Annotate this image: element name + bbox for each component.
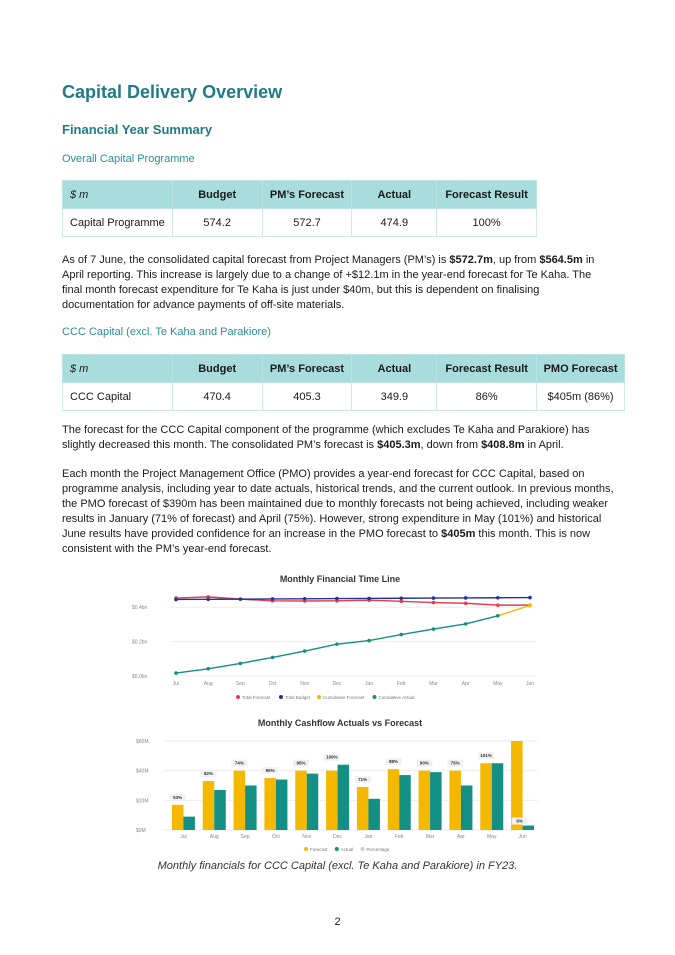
x-tick-label: Mar — [425, 834, 435, 840]
forecast-bar — [172, 805, 184, 830]
figure-caption: Monthly financials for CCC Capital (excl. Te Kaha and Parakiore) in FY23. — [157, 860, 518, 872]
actual-bar — [307, 774, 319, 830]
x-tick-label: Oct — [268, 681, 277, 687]
percentage-label: 74% — [234, 760, 244, 766]
y-tick-label: $20M — [136, 798, 149, 805]
table-row — [63, 209, 537, 237]
data-point — [496, 596, 500, 600]
data-point — [335, 597, 339, 601]
overall-table — [62, 180, 537, 237]
forecast-bar — [419, 771, 431, 830]
table-cell: 349.9 — [352, 383, 437, 411]
legend-label: Cumulative Forecast — [323, 695, 365, 700]
paragraph-pmo — [62, 467, 614, 557]
data-point — [496, 614, 500, 618]
actual-bar — [492, 763, 504, 830]
x-tick-label: Dec — [333, 834, 343, 840]
overall-heading: Overall Capital Programme — [62, 153, 195, 165]
data-point — [399, 633, 403, 637]
table-cell: 100% — [437, 209, 537, 237]
x-tick-label: Apr — [461, 681, 470, 687]
paragraph-text: As of 7 June, the consolidated capital forecast from Project Managers (PM’s) is — [62, 254, 450, 266]
percentage-label: 71% — [358, 776, 368, 782]
actual-bar — [461, 785, 473, 830]
paragraph-forecast — [62, 253, 614, 313]
table-cell: 86% — [437, 383, 537, 411]
table-header-cell: Actual — [352, 181, 437, 209]
data-point — [399, 596, 403, 600]
bar-chart-title: Monthly Cashflow Actuals vs Forecast — [257, 718, 423, 728]
table-cell: CCC Capital — [63, 383, 173, 411]
actual-bar — [214, 790, 226, 830]
x-tick-label: Jul — [172, 681, 180, 687]
data-point — [206, 597, 210, 601]
legend-marker — [317, 695, 321, 699]
percentage-label: 90% — [419, 760, 429, 766]
data-point — [271, 656, 275, 660]
legend-label: Forecast — [310, 847, 328, 852]
table-row — [63, 383, 625, 411]
table-header-cell: $ m — [63, 355, 173, 383]
data-point — [271, 597, 275, 601]
data-point — [174, 598, 178, 602]
x-tick-label: Jan — [365, 681, 374, 687]
bar-chart — [130, 732, 545, 854]
actual-bar — [276, 780, 288, 830]
data-point — [335, 642, 339, 646]
data-point — [464, 596, 468, 600]
paragraph-bold: $405m — [441, 528, 476, 540]
paragraph-text: Each month the Project Management Office (PMO) provides a year-end forecast for CCC Capital, based on programme analysis, including year to date actuals, historical trends, and the current outlook. In previous months, the PMO forecast of $390m has been maintained due to monthly forecasts not being achieved, including weaker results in January (71% of forecast) and April (75%). However, strong expenditure in May (101%) and historical June results have provided confidence for an increase in the PMO forecast to — [62, 468, 614, 540]
data-point — [464, 622, 468, 626]
x-tick-label: Aug — [203, 681, 213, 687]
legend-marker — [236, 695, 240, 699]
percentage-label: 95% — [296, 760, 306, 766]
actual-bar — [368, 799, 380, 830]
x-tick-label: Oct — [272, 834, 280, 840]
legend-label: Total Budget — [285, 695, 311, 700]
ccc-heading: CCC Capital (excl. Te Kaha and Parakiore) — [62, 326, 271, 338]
data-point — [432, 627, 436, 631]
percentage-label: 101% — [480, 753, 492, 759]
table-cell: 574.2 — [172, 209, 262, 237]
paragraph-text: in April. — [524, 439, 564, 451]
forecast-bar — [234, 771, 246, 830]
x-tick-label: Dec — [332, 681, 342, 687]
data-point — [303, 597, 307, 601]
legend-marker — [304, 847, 308, 851]
percentage-label: 6% — [516, 818, 523, 824]
table-header-cell: Actual — [352, 355, 437, 383]
data-point — [239, 662, 243, 666]
forecast-bar — [511, 741, 523, 830]
table-header-cell: Budget — [172, 181, 262, 209]
actual-bar — [245, 785, 257, 830]
data-point — [367, 639, 371, 643]
table-header-cell: Forecast Result — [437, 181, 537, 209]
table-cell: 470.4 — [172, 383, 262, 411]
forecast-bar — [357, 787, 369, 830]
table-cell: 405.3 — [262, 383, 352, 411]
x-tick-label: Feb — [394, 834, 404, 840]
data-point — [496, 603, 500, 607]
legend-label: Actual — [340, 847, 354, 852]
actual-bar — [399, 775, 411, 830]
x-tick-label: Mar — [429, 681, 438, 687]
data-point — [464, 601, 468, 605]
x-tick-label: Feb — [396, 681, 406, 687]
percentage-label: 53% — [173, 794, 183, 800]
actual-bar — [338, 765, 350, 830]
table-header-cell: PMO Forecast — [537, 355, 625, 383]
paragraph-ccc-forecast — [62, 423, 614, 453]
paragraph-text: , down from — [420, 439, 482, 451]
table-cell: 572.7 — [262, 209, 352, 237]
x-tick-label: Jan — [364, 834, 373, 840]
y-tick-label: $0.2bn — [132, 639, 148, 646]
x-tick-label: Jul — [180, 834, 187, 840]
data-point — [528, 596, 532, 600]
x-tick-label: Nov — [300, 681, 310, 687]
table-header-cell: $ m — [63, 181, 173, 209]
actual-bar — [523, 826, 535, 830]
paragraph-text: this month. This is now consistent with the PM’s year-end forecast. — [62, 528, 591, 555]
paragraph-bold: $408.8m — [481, 439, 525, 451]
table-header-row — [63, 355, 625, 383]
x-tick-label: Apr — [457, 834, 465, 840]
percentage-label: 95% — [265, 768, 275, 774]
actual-bar — [430, 772, 442, 830]
forecast-bar — [480, 763, 492, 830]
table-header-row — [63, 181, 537, 209]
legend-marker — [279, 695, 283, 699]
forecast-bar — [264, 778, 276, 830]
data-point — [174, 671, 178, 675]
y-tick-label: $0.4bn — [132, 605, 148, 612]
data-point — [528, 604, 532, 608]
ccc-table — [62, 354, 625, 411]
forecast-bar — [295, 771, 307, 830]
table-header-cell: PM’s Forecast — [262, 355, 352, 383]
table-header-cell: PM’s Forecast — [262, 181, 352, 209]
section-title: Financial Year Summary — [62, 122, 213, 137]
line-chart-title: Monthly Financial Time Line — [279, 574, 401, 584]
legend-marker — [360, 847, 364, 851]
x-tick-label: Jun — [518, 834, 527, 840]
actual-bar — [183, 817, 195, 830]
percentage-label: 88% — [388, 759, 399, 765]
y-tick-label: $60M — [136, 738, 149, 745]
x-tick-label: May — [493, 681, 503, 687]
line-chart — [130, 586, 545, 706]
table-cell: $405m (86%) — [537, 383, 625, 411]
percentage-label: 75% — [450, 760, 460, 766]
table-header-cell: Forecast Result — [437, 355, 537, 383]
x-tick-label: Jun — [525, 681, 535, 687]
paragraph-bold: $564.5m — [539, 254, 583, 266]
x-tick-label: May — [487, 834, 497, 840]
y-tick-label: $40M — [136, 768, 149, 775]
legend-marker — [373, 695, 377, 699]
y-tick-label: $0M — [136, 828, 146, 834]
paragraph-text: , up from — [492, 254, 540, 266]
forecast-bar — [449, 771, 461, 830]
x-tick-label: Sep — [240, 834, 250, 840]
legend-marker — [335, 847, 339, 851]
percentage-label: 109% — [326, 754, 338, 760]
legend-label: Percentage — [366, 847, 390, 852]
legend-label: Cumulative Actual — [378, 695, 415, 700]
table-cell: 474.9 — [352, 209, 437, 237]
forecast-bar — [326, 771, 338, 830]
paragraph-text: The forecast for the CCC Capital component of the programme (which excludes Te Kaha and Parakiore) has slightly decreased this month. The consolidated PM’s forecast is — [62, 424, 590, 451]
page-title: Capital Delivery Overview — [62, 82, 283, 102]
x-tick-label: Nov — [302, 834, 312, 840]
percentage-label: 82% — [203, 771, 214, 777]
data-point — [432, 601, 436, 605]
data-point — [206, 667, 210, 671]
data-point — [367, 597, 371, 601]
table-header-cell: Budget — [172, 355, 262, 383]
paragraph-bold: $405.3m — [377, 439, 421, 451]
paragraph-bold: $572.7m — [449, 254, 493, 266]
forecast-bar — [203, 781, 215, 830]
data-point — [239, 597, 243, 601]
forecast-bar — [388, 769, 400, 830]
data-point — [303, 649, 307, 653]
data-point — [432, 596, 436, 600]
x-tick-label: Sep — [235, 681, 245, 687]
x-tick-label: Aug — [209, 834, 219, 840]
table-cell: Capital Programme — [63, 209, 173, 237]
page-number: 2 — [334, 916, 341, 928]
data-point — [399, 600, 403, 604]
paragraph-text: in April reporting. This increase is largely due to a change of +$12.1m in the year-end forecast for Te Kaha. The final month forecast expenditure for Te Kaha is just under $40m, but this is dependent on finalising documentation for advance payments of off-site materials. — [62, 254, 595, 311]
legend-label: Total Forecast — [242, 695, 271, 700]
y-tick-label: $0.0bn — [132, 674, 148, 680]
